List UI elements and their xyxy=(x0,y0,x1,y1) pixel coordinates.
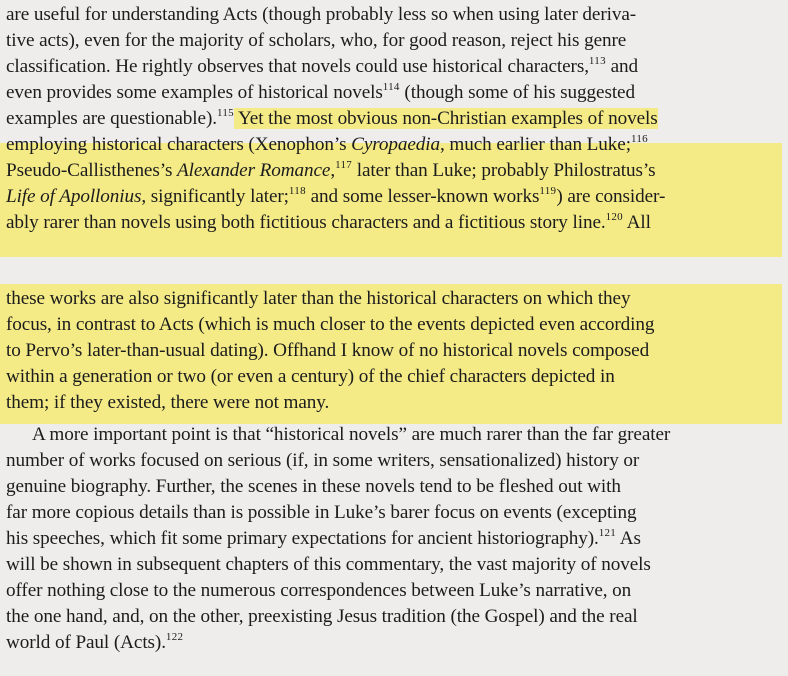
text-line xyxy=(6,106,658,132)
text-span: later than Luke; probably Philostratus’s xyxy=(352,160,656,181)
text-line xyxy=(6,448,639,474)
text-line xyxy=(6,2,636,28)
text-span: All xyxy=(622,212,651,233)
text-span: within a generation or two (or even a century) of the chief characters depicted in xyxy=(6,366,615,387)
footnote-ref: 113 xyxy=(588,54,606,67)
text-line xyxy=(6,80,635,106)
footnote-ref: 119 xyxy=(539,184,557,197)
text-line xyxy=(6,158,655,184)
text-span: offer nothing close to the numerous correspondences between Luke’s narrative, on xyxy=(6,580,632,601)
text-line xyxy=(6,390,329,416)
text-span: examples are questionable). xyxy=(6,108,217,129)
footnote-ref: 114 xyxy=(382,80,400,93)
text-line xyxy=(6,604,638,630)
text-span: , xyxy=(330,160,336,181)
text-line xyxy=(6,28,626,54)
text-line xyxy=(6,578,631,604)
text-span: the one hand, and, on the other, preexisting Jesus tradition (the Gospel) and the real xyxy=(6,606,638,627)
text-span: even provides some examples of historical novels xyxy=(6,82,383,103)
text-span: them; if they existed, there were not many. xyxy=(6,392,330,413)
text-span: genuine biography. Further, the scenes in these novels tend to be fleshed out with xyxy=(6,476,621,497)
text-span: will be shown in subsequent chapters of this commentary, the vast majority of novels xyxy=(6,554,651,575)
text-span: classification. He rightly observes that novels could use historical characters, xyxy=(6,56,589,77)
text-span: are useful for understanding Acts (though probably less so when using later deriva- xyxy=(6,4,637,25)
text-span: tive acts), even for the majority of scholars, who, for good reason, reject his genre xyxy=(6,30,627,51)
footnote-ref: 122 xyxy=(165,630,184,643)
text-span: , significantly later; xyxy=(141,186,289,207)
text-line xyxy=(6,552,651,578)
text-span: to Pervo’s later-than-usual dating). Offhand I know of no historical novels composed xyxy=(6,340,650,361)
text-span: employing historical characters (Xenophon’s xyxy=(6,134,352,155)
text-span: ) are consider- xyxy=(556,186,666,207)
text-span: world of Paul (Acts). xyxy=(6,632,166,653)
text-line xyxy=(6,526,641,552)
footnote-ref: 117 xyxy=(335,158,353,171)
text-line xyxy=(6,286,630,312)
footnote-ref: 118 xyxy=(288,184,306,197)
text-line xyxy=(6,630,183,656)
text-span: number of works focused on serious (if, in some writers, sensationalized) history or xyxy=(6,450,640,471)
text-span: focus, in contrast to Acts (which is much closer to the events depicted even according xyxy=(6,314,655,335)
text-span: As xyxy=(616,528,641,549)
text-line xyxy=(6,184,665,210)
footnote-ref: 121 xyxy=(598,526,617,539)
footnote-ref: 116 xyxy=(630,132,648,145)
footnote-ref: 120 xyxy=(605,210,623,223)
text-span: , much earlier than Luke; xyxy=(440,134,631,155)
text-span: (though some of his suggested xyxy=(399,82,635,103)
italic-title: Cyropaedia xyxy=(351,134,441,155)
text-span: and xyxy=(605,56,639,77)
text-line xyxy=(32,422,670,448)
text-line xyxy=(6,474,621,500)
italic-title: Life of Apollonius xyxy=(6,186,142,207)
italic-title: Alexander Romance xyxy=(177,160,331,181)
footnote-ref: 115 xyxy=(216,106,234,119)
text-line xyxy=(6,312,654,338)
text-line xyxy=(6,210,651,236)
text-span: ably rarer than novels using both fictitious characters and a fictitious story line. xyxy=(6,212,606,233)
text-span: Pseudo-Callisthenes’s xyxy=(6,160,178,181)
highlighted-text: Yet the most obvious non-Christian examples of novels xyxy=(233,108,658,129)
text-line xyxy=(6,338,649,364)
text-line xyxy=(6,132,648,158)
text-line xyxy=(6,500,636,526)
text-span: his speeches, which fit some primary expectations for ancient historiography). xyxy=(6,528,599,549)
text-span: A more important point is that “historical novels” are much rarer than the far greater xyxy=(32,424,671,445)
text-span: these works are also significantly later than the historical characters on which they xyxy=(6,288,631,309)
text-span: and some lesser-known works xyxy=(305,186,540,207)
text-span: far more copious details than is possible in Luke’s barer focus on events (excepting xyxy=(6,502,637,523)
text-line xyxy=(6,364,615,390)
text-line xyxy=(6,54,638,80)
